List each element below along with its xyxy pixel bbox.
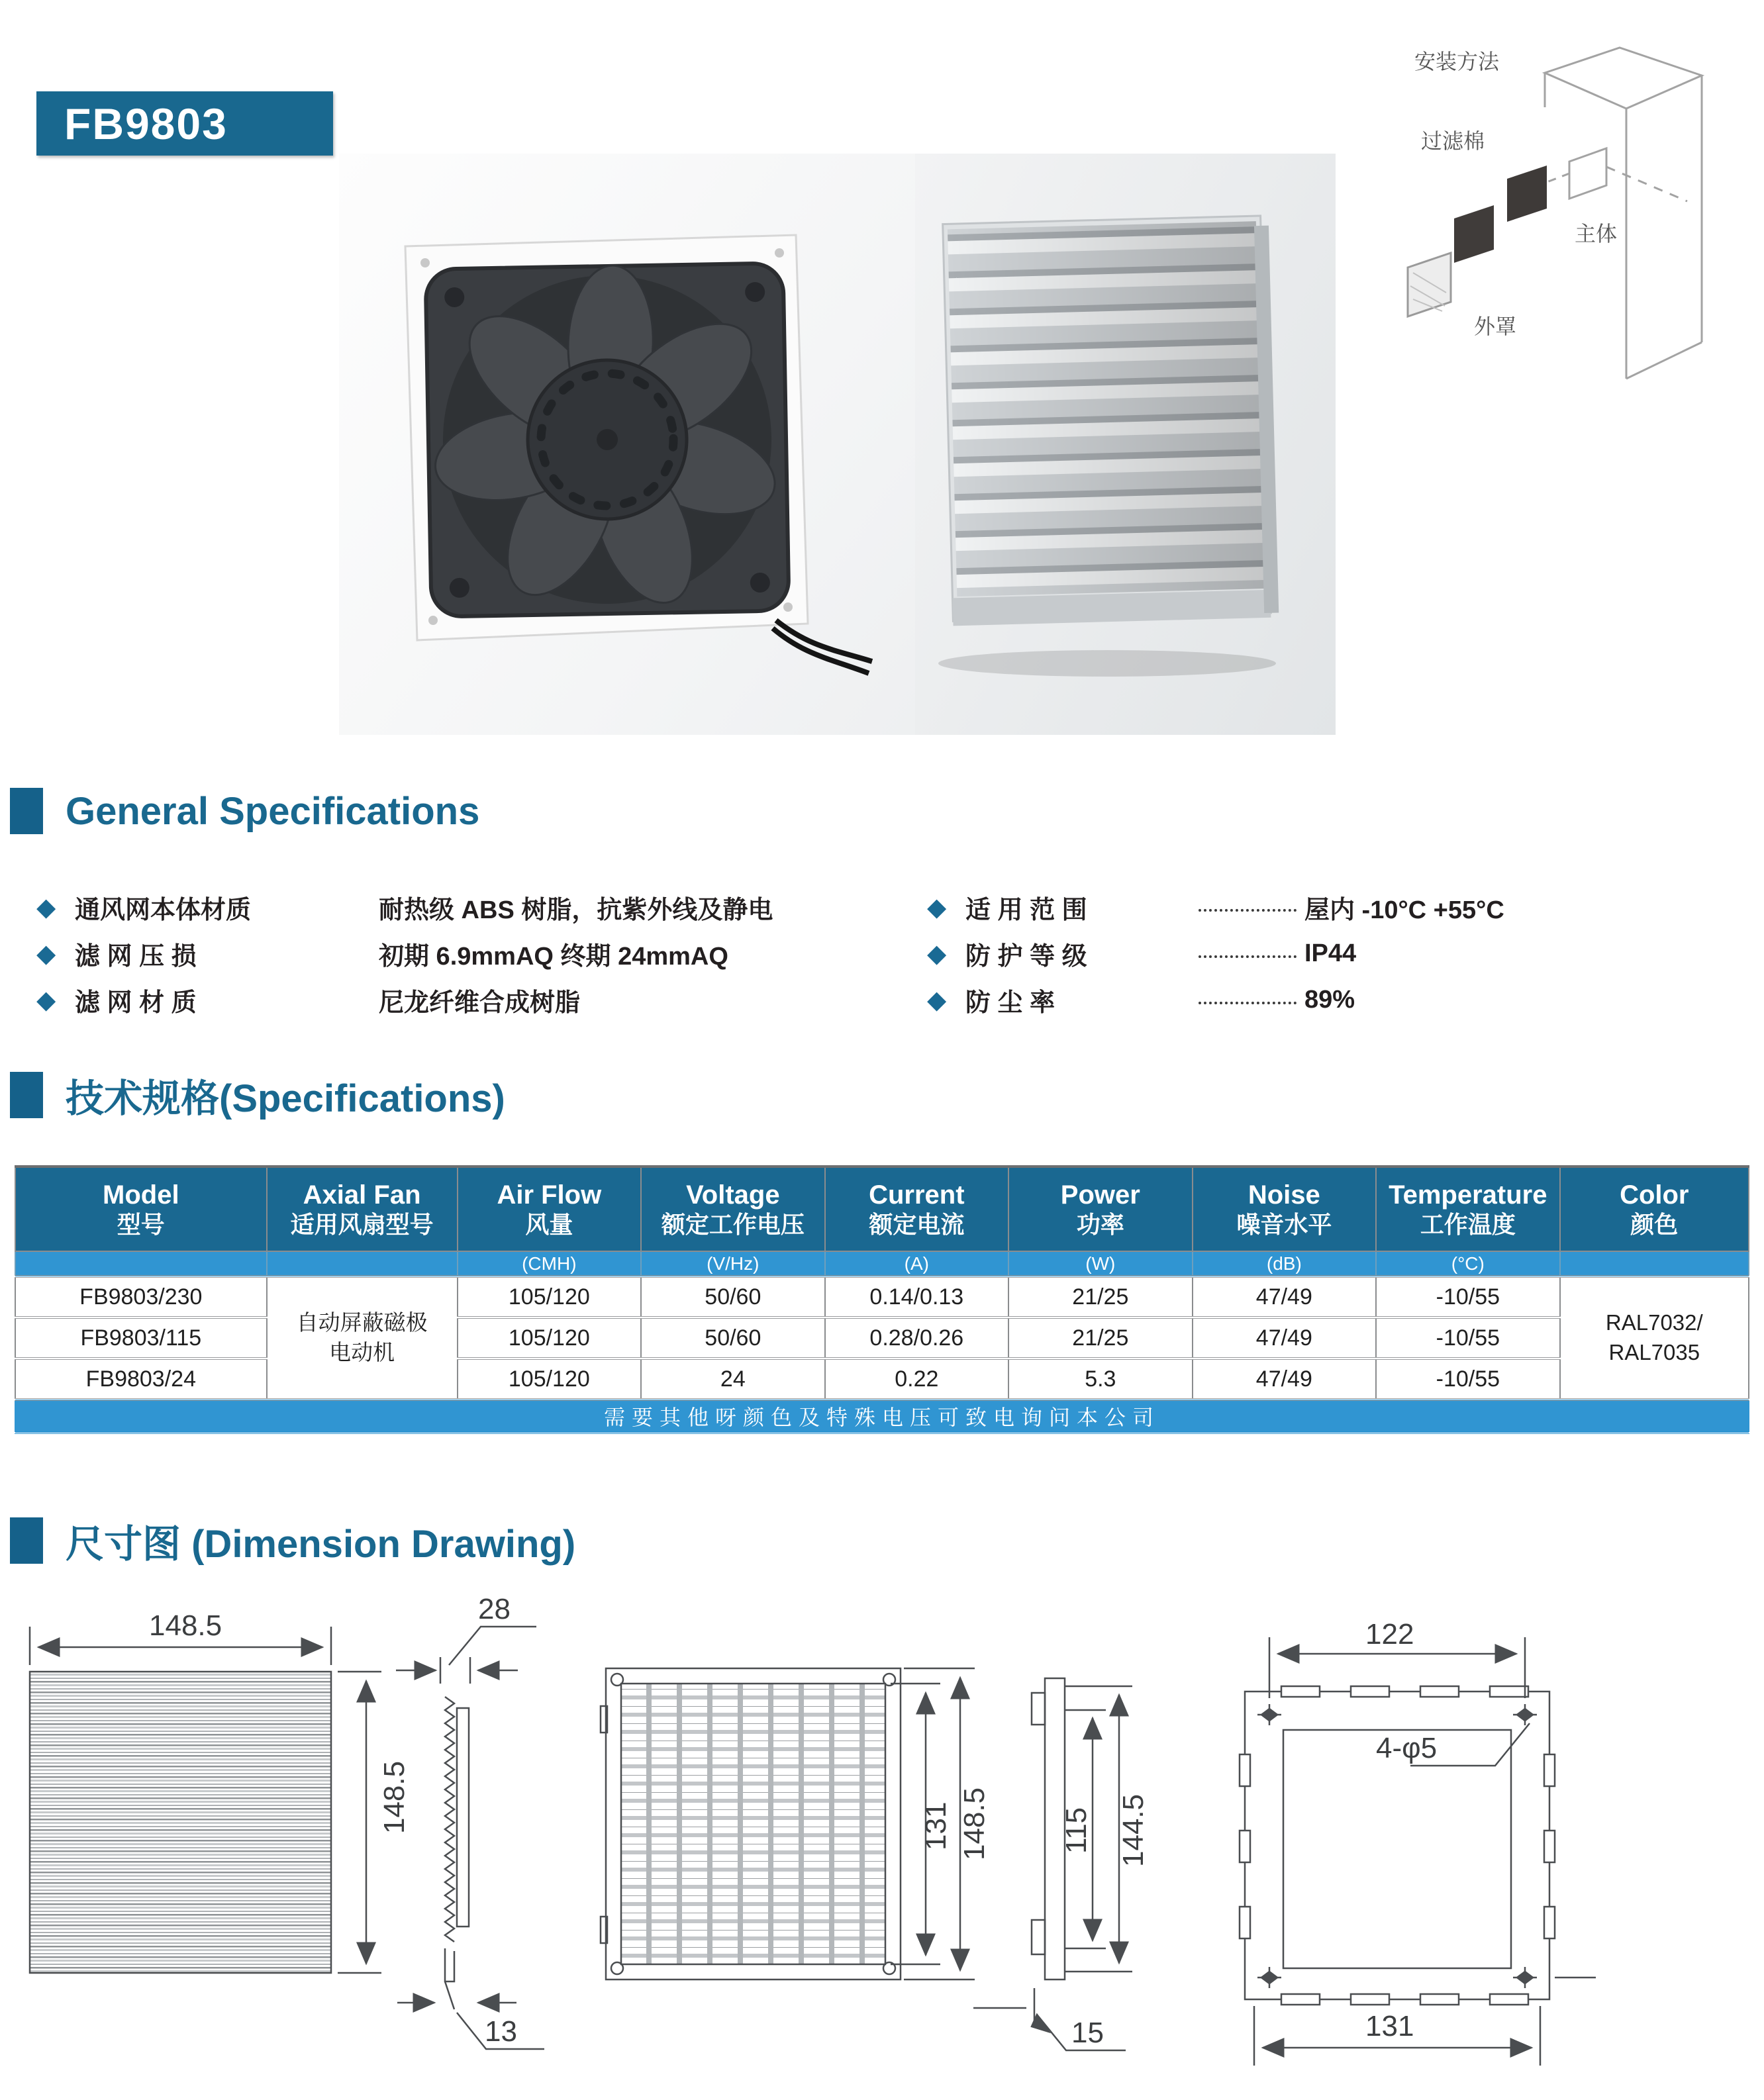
cover-label: 外罩 xyxy=(1474,314,1517,338)
cell-noise: 47/49 xyxy=(1193,1276,1377,1317)
footnote-text: 需要其他呀颜色及特殊电压可致电询问本公司 xyxy=(15,1400,1749,1433)
col-current: Current 额定电流 xyxy=(825,1167,1009,1251)
spec-row xyxy=(36,884,785,930)
spec-value: 89% xyxy=(1304,985,1355,1014)
spec-value: 初期 6.9mmAQ 终期 24mmAQ xyxy=(379,942,728,971)
cell-air-flow: 105/120 xyxy=(458,1359,642,1400)
section-title: 尺寸图 (Dimension Drawing) xyxy=(66,1523,576,1566)
dim-side-lip: 13 xyxy=(485,2015,517,2048)
fig-side-view-2 xyxy=(973,1678,1132,2050)
table-header-row xyxy=(15,1167,1749,1251)
fig-grid-view xyxy=(601,1668,975,1980)
diamond-bullet-icon: ◆ xyxy=(927,986,947,1014)
fan-frame xyxy=(425,260,789,620)
cell-model: FB9803/115 xyxy=(15,1317,267,1359)
cell-axial-fan: 自动屏蔽磁极 电动机 xyxy=(267,1276,458,1400)
table-footnote-row xyxy=(15,1400,1749,1433)
cell-current: 0.14/0.13 xyxy=(825,1276,1009,1317)
filter-pad xyxy=(1454,205,1494,263)
spec-value: 屋内 -10°C +55°C xyxy=(1304,896,1504,924)
unit-cell xyxy=(15,1251,267,1276)
unit-cell: (dB) xyxy=(1193,1251,1377,1276)
section-technical-specifications xyxy=(10,1067,505,1123)
spec-label: 滤 网 压 损 xyxy=(75,942,197,971)
table-row xyxy=(15,1276,1749,1317)
diamond-bullet-icon: ◆ xyxy=(927,893,947,922)
model-badge: FB9803 xyxy=(36,91,333,156)
cell-voltage: 50/60 xyxy=(641,1317,825,1359)
col-voltage: Voltage 额定工作电压 xyxy=(641,1167,825,1251)
cell-voltage: 24 xyxy=(641,1359,825,1400)
spec-label: 通风网本体材质 xyxy=(75,896,252,924)
cell-air-flow: 105/120 xyxy=(458,1317,642,1359)
dim-plate-bottom: 131 xyxy=(1365,2010,1414,2042)
diamond-bullet-icon: ◆ xyxy=(36,939,56,968)
table-units-row xyxy=(15,1251,1749,1276)
spec-row xyxy=(927,930,1596,977)
cabinet-opening xyxy=(1569,148,1606,199)
cell-noise: 47/49 xyxy=(1193,1317,1377,1359)
diamond-bullet-icon: ◆ xyxy=(36,986,56,1014)
spec-label: 防 尘 率 xyxy=(965,988,1055,1017)
cell-model: FB9803/24 xyxy=(15,1359,267,1400)
general-specs-left xyxy=(36,884,785,1023)
dim-side2-inner: 115 xyxy=(1060,1807,1093,1854)
dotted-leader xyxy=(1199,995,1297,1004)
dotted-leader xyxy=(1199,902,1297,912)
cell-color: RAL7032/ RAL7035 xyxy=(1560,1276,1749,1400)
section-title: 技术规格(Specifications) xyxy=(66,1077,505,1120)
product-photo-area xyxy=(339,154,1336,735)
spec-value: 尼龙纤维合成树脂 xyxy=(379,988,581,1017)
fig-mounting-plate xyxy=(1240,1637,1596,2066)
section-general-specifications xyxy=(10,788,479,834)
unit-cell: (V/Hz) xyxy=(641,1251,825,1276)
section-marker xyxy=(10,788,43,834)
unit-cell: (CMH) xyxy=(458,1251,642,1276)
outer-cover xyxy=(1408,253,1451,316)
col-noise: Noise 噪音水平 xyxy=(1193,1167,1377,1251)
col-temperature: Temperature 工作温度 xyxy=(1376,1167,1560,1251)
cell-air-flow: 105/120 xyxy=(458,1276,642,1317)
unit-cell xyxy=(1560,1251,1749,1276)
col-axial-fan: Axial Fan 适用风扇型号 xyxy=(267,1167,458,1251)
cell-power: 21/25 xyxy=(1008,1276,1193,1317)
spec-row xyxy=(927,977,1596,1023)
body-label: 主体 xyxy=(1575,222,1618,246)
dim-back-outer: 148.5 xyxy=(958,1787,991,1860)
fan-wire xyxy=(773,628,869,673)
cell-model: FB9803/230 xyxy=(15,1276,267,1317)
fig-side-view xyxy=(396,1627,544,2049)
unit-cell xyxy=(267,1251,458,1276)
cell-power: 21/25 xyxy=(1008,1317,1193,1359)
dim-plate-top: 122 xyxy=(1365,1618,1414,1650)
cabinet-top xyxy=(1545,48,1702,109)
dim-side-depth: 28 xyxy=(478,1593,511,1625)
dimension-drawings xyxy=(7,1586,1757,2095)
diamond-bullet-icon: ◆ xyxy=(36,893,56,922)
col-color: Color 颜色 xyxy=(1560,1167,1749,1251)
spec-value: IP44 xyxy=(1304,939,1357,967)
spec-row xyxy=(927,884,1596,930)
fig-front-view xyxy=(30,1627,381,1973)
spec-table xyxy=(15,1165,1749,1434)
cell-temperature: -10/55 xyxy=(1376,1359,1560,1400)
dim-front-height: 148.5 xyxy=(378,1760,411,1834)
general-specs-right xyxy=(927,884,1596,1023)
dotted-leader xyxy=(1199,949,1297,958)
spec-label: 适 用 范 围 xyxy=(965,896,1087,924)
dim-side2-outer: 144.5 xyxy=(1117,1793,1150,1867)
unit-cell: (°C) xyxy=(1376,1251,1560,1276)
unit-cell: (A) xyxy=(825,1251,1009,1276)
cell-power: 5.3 xyxy=(1008,1359,1193,1400)
spec-row xyxy=(36,977,785,1023)
dim-front-width: 148.5 xyxy=(149,1609,222,1642)
spec-row xyxy=(36,930,785,977)
axial-fan-image xyxy=(359,216,882,693)
grille-body xyxy=(943,216,1279,626)
cell-noise: 47/49 xyxy=(1193,1359,1377,1400)
diamond-bullet-icon: ◆ xyxy=(927,939,947,968)
cell-temperature: -10/55 xyxy=(1376,1276,1560,1317)
section-dimension-drawing xyxy=(10,1513,575,1568)
installation-diagram xyxy=(1376,8,1747,418)
unit-cell: (W) xyxy=(1008,1251,1193,1276)
dim-back-inner: 131 xyxy=(920,1801,952,1850)
spec-value: 耐热级 ABS 树脂，抗紫外线及静电 xyxy=(379,896,773,924)
filter-label: 过滤棉 xyxy=(1421,129,1485,153)
installation-title: 安装方法 xyxy=(1414,50,1500,73)
section-title: General Specifications xyxy=(66,789,480,833)
spec-label: 防 护 等 级 xyxy=(965,942,1087,971)
dim-plate-holes: 4-φ5 xyxy=(1376,1732,1438,1764)
cell-voltage: 50/60 xyxy=(641,1276,825,1317)
cell-temperature: -10/55 xyxy=(1376,1317,1560,1359)
col-model: Model 型号 xyxy=(15,1167,267,1251)
col-air-flow: Air Flow 风量 xyxy=(458,1167,642,1251)
dim-side2-lip: 15 xyxy=(1071,2017,1104,2049)
col-power: Power 功率 xyxy=(1008,1167,1193,1251)
cell-current: 0.28/0.26 xyxy=(825,1317,1009,1359)
filter-pad xyxy=(1507,166,1547,222)
cell-current: 0.22 xyxy=(825,1359,1009,1400)
section-marker xyxy=(10,1517,43,1564)
filter-grille-image xyxy=(932,200,1302,690)
section-marker xyxy=(10,1072,43,1118)
spec-label: 滤 网 材 质 xyxy=(75,988,197,1017)
